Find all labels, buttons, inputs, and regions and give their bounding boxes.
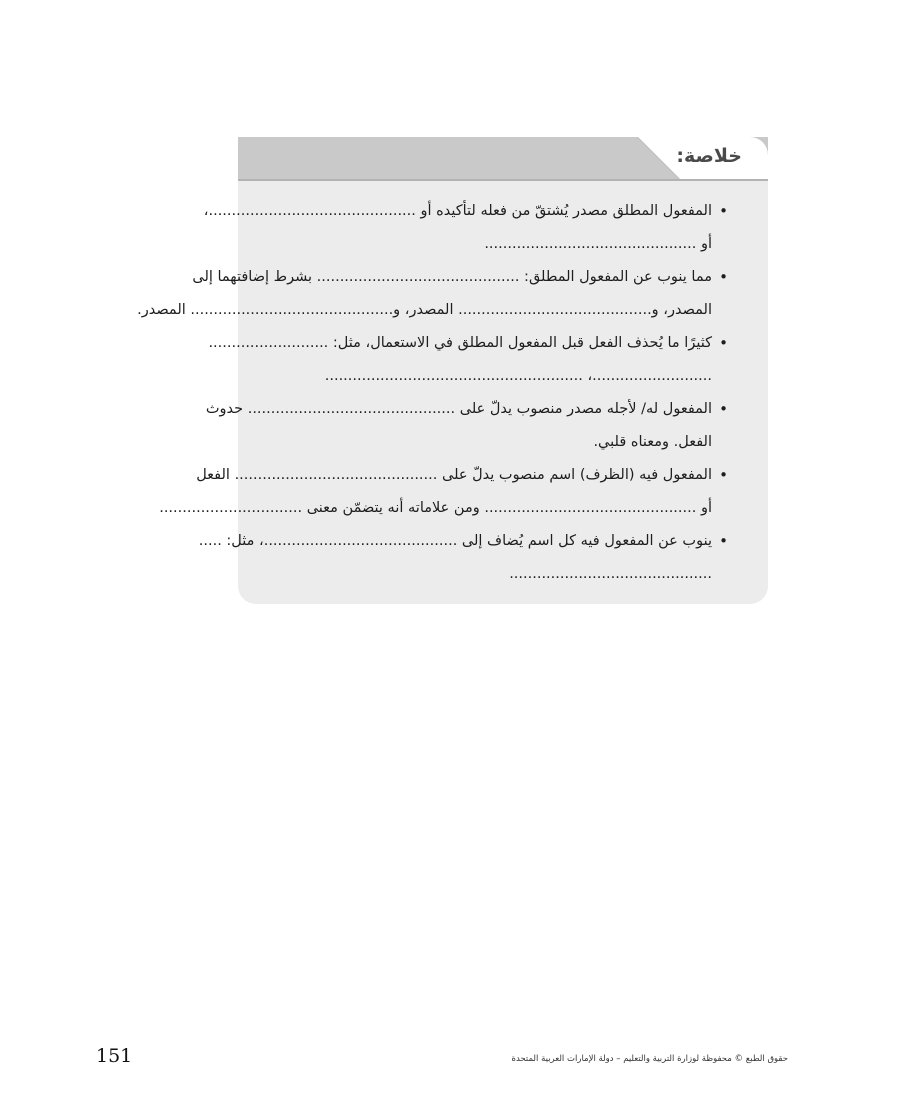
item-line: الفعل. ومعناه قلبي. (593, 434, 712, 450)
page-number: 151 (96, 1045, 133, 1067)
list-item (208, 327, 728, 393)
item-line: • كثيرًا ما يُحذف الفعل قبل المفعول المطلق في الاستعمال، مثل: .......................... (208, 335, 712, 351)
item-line: • المفعول المطلق مصدر يُشتقّ من فعله لتأكيده أو .............................................، (203, 203, 712, 219)
item-line: ............................................ (509, 566, 712, 582)
list-item (159, 459, 728, 525)
item-line: • مما ينوب عن المفعول المطلق: ............................................ بشرط إضافتهما إلى (192, 269, 712, 285)
item-line: • المفعول له/ لأجله مصدر منصوب يدلّ على ............................................. حدوث (205, 401, 712, 417)
item-line: ..........................، ........................................................ (324, 368, 712, 384)
summary-list (137, 195, 728, 591)
panel-title: خلاصة: (676, 145, 742, 167)
item-line: المصدر، و.......................................... المصدر، و............................................ المصدر. (137, 302, 712, 318)
list-item (198, 525, 728, 591)
list-item (205, 393, 728, 459)
item-line: • المفعول فيه (الظرف) اسم منصوب يدلّ على ............................................ الفعل (196, 467, 712, 483)
item-line: أو .............................................. (484, 236, 712, 252)
item-line: • ينوب عن المفعول فيه كل اسم يُضاف إلى ..........................................، مثل: ..... (198, 533, 712, 549)
item-line: أو .............................................. ومن علاماته أنه يتضمّن معنى ............................... (159, 500, 712, 516)
list-item (203, 195, 728, 261)
list-item (137, 261, 728, 327)
summary-panel (137, 137, 768, 604)
copyright-notice: حقوق الطبع © محفوظة لوزارة التربية والتعليم – دولة الإمارات العربية المتحدة (511, 1054, 788, 1064)
